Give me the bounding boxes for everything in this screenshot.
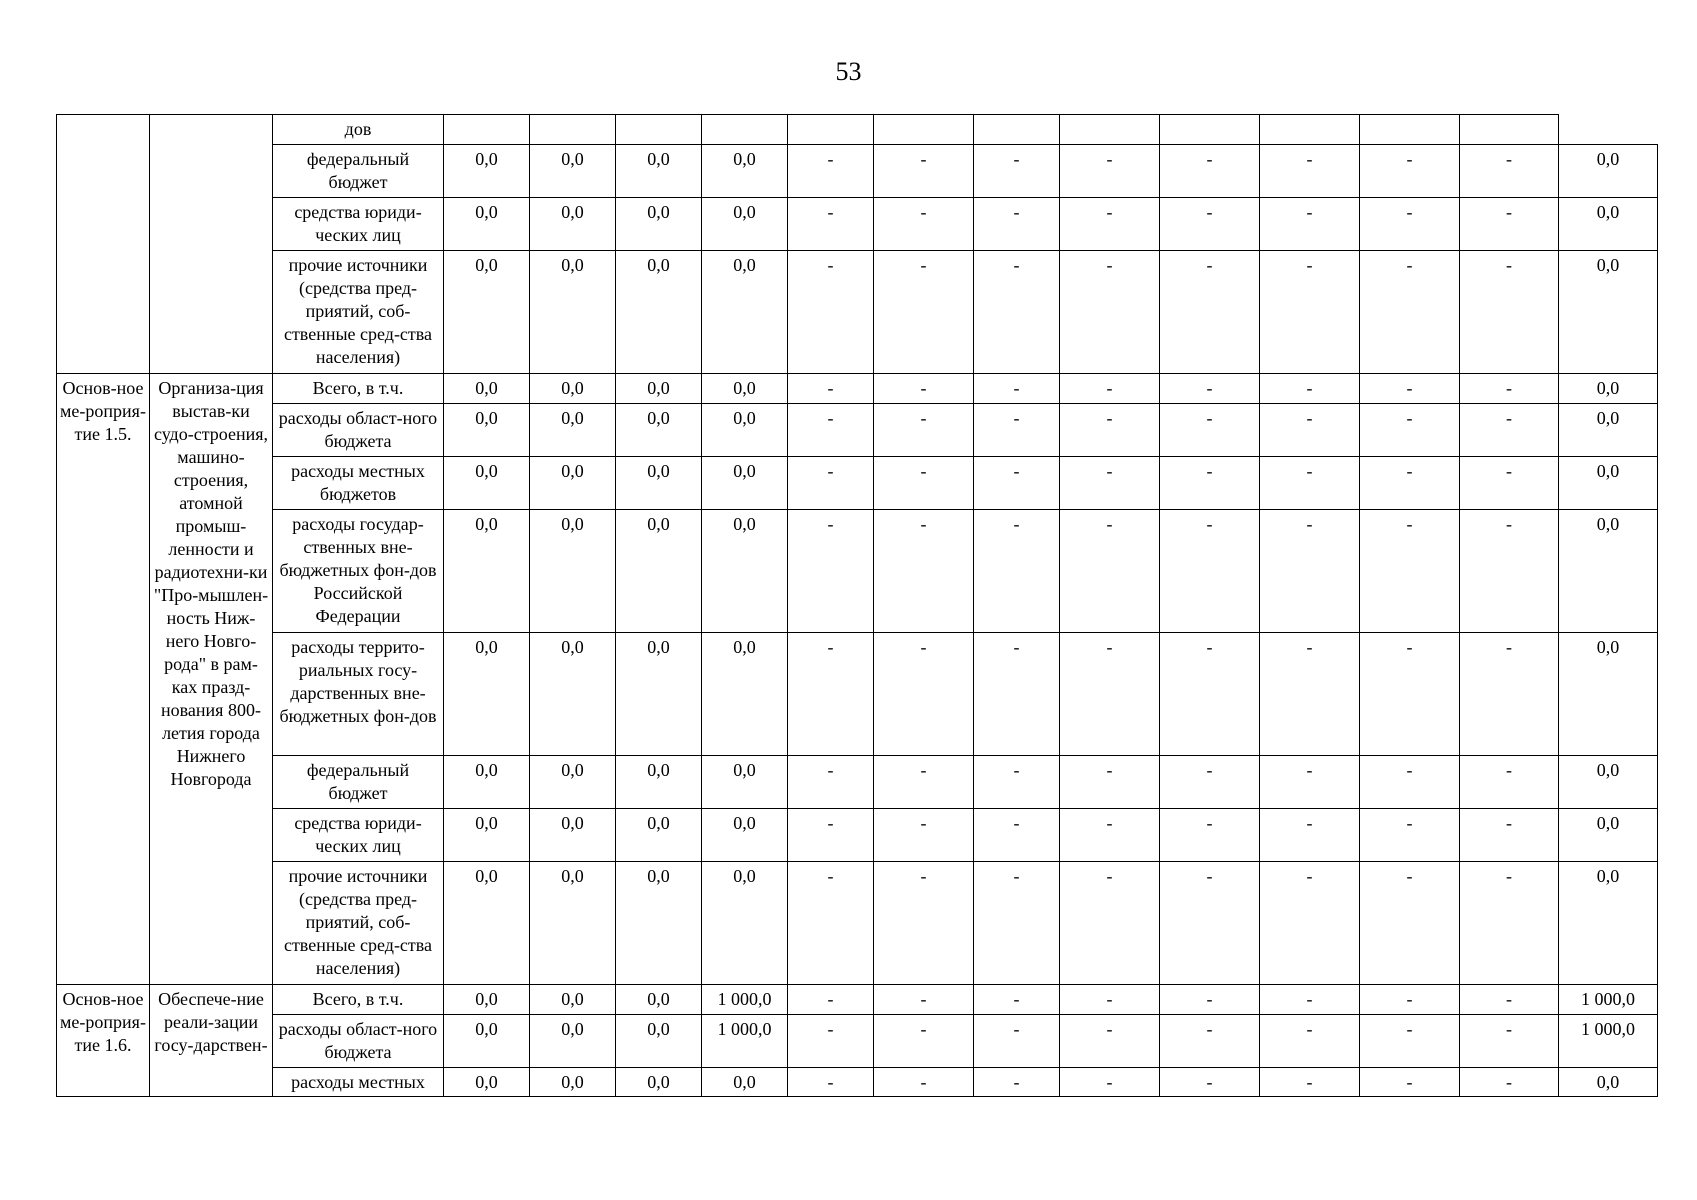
source-cell: федеральный бюджет bbox=[273, 756, 444, 809]
value-cell bbox=[444, 115, 530, 145]
name-cell: Обеспече-ние реали-зации госу-дарствен- bbox=[150, 985, 273, 1097]
table-row bbox=[57, 251, 1658, 374]
value-cell: 0,0 bbox=[1559, 198, 1658, 251]
value-cell: - bbox=[1360, 510, 1460, 633]
value-cell: - bbox=[1360, 404, 1460, 457]
value-cell: - bbox=[1360, 457, 1460, 510]
value-cell: - bbox=[1160, 1068, 1260, 1097]
value-cell: - bbox=[788, 756, 874, 809]
value-cell: 0,0 bbox=[444, 756, 530, 809]
value-cell: 0,0 bbox=[530, 756, 616, 809]
value-cell: - bbox=[974, 404, 1060, 457]
value-cell: - bbox=[1160, 510, 1260, 633]
value-cell: - bbox=[1060, 404, 1160, 457]
source-cell: Всего, в т.ч. bbox=[273, 374, 444, 404]
value-cell bbox=[1460, 115, 1559, 145]
value-cell: - bbox=[874, 862, 974, 985]
table-row bbox=[57, 145, 1658, 198]
value-cell: - bbox=[1460, 198, 1559, 251]
value-cell: - bbox=[1360, 198, 1460, 251]
value-cell: - bbox=[1260, 374, 1360, 404]
value-cell: - bbox=[1160, 404, 1260, 457]
value-cell: - bbox=[1460, 862, 1559, 985]
value-cell: - bbox=[1460, 145, 1559, 198]
value-cell: 0,0 bbox=[444, 1068, 530, 1097]
value-cell: 0,0 bbox=[616, 198, 702, 251]
value-cell: 0,0 bbox=[616, 756, 702, 809]
value-cell bbox=[1060, 115, 1160, 145]
value-cell: 0,0 bbox=[444, 374, 530, 404]
value-cell: 0,0 bbox=[702, 145, 788, 198]
value-cell bbox=[874, 115, 974, 145]
value-cell: 0,0 bbox=[530, 457, 616, 510]
value-cell: 0,0 bbox=[444, 1015, 530, 1068]
value-cell: - bbox=[1460, 510, 1559, 633]
value-cell: - bbox=[1260, 862, 1360, 985]
value-cell: 0,0 bbox=[530, 374, 616, 404]
value-cell: 0,0 bbox=[616, 510, 702, 633]
value-cell: - bbox=[1460, 1068, 1559, 1097]
value-cell: - bbox=[1160, 374, 1260, 404]
code-cell: Основ-ное ме-роприя-тие 1.5. bbox=[57, 374, 150, 985]
value-cell: 0,0 bbox=[530, 145, 616, 198]
value-cell: 0,0 bbox=[1559, 374, 1658, 404]
value-cell: 0,0 bbox=[444, 198, 530, 251]
table-row bbox=[57, 404, 1658, 457]
value-cell: 0,0 bbox=[444, 251, 530, 374]
value-cell: - bbox=[974, 1015, 1060, 1068]
value-cell: 0,0 bbox=[1559, 457, 1658, 510]
value-cell: - bbox=[788, 251, 874, 374]
value-cell: 0,0 bbox=[1559, 251, 1658, 374]
value-cell: 0,0 bbox=[1559, 145, 1658, 198]
value-cell: 0,0 bbox=[616, 1015, 702, 1068]
value-cell: 0,0 bbox=[1559, 510, 1658, 633]
value-cell: - bbox=[1260, 1015, 1360, 1068]
value-cell: - bbox=[874, 985, 974, 1015]
value-cell: - bbox=[788, 510, 874, 633]
value-cell: - bbox=[974, 457, 1060, 510]
value-cell: - bbox=[788, 198, 874, 251]
value-cell: 0,0 bbox=[702, 862, 788, 985]
budget-table bbox=[56, 114, 1658, 1097]
table-row bbox=[57, 756, 1658, 809]
table-row bbox=[57, 198, 1658, 251]
value-cell: 0,0 bbox=[616, 251, 702, 374]
value-cell: - bbox=[1160, 198, 1260, 251]
table-body bbox=[57, 115, 1658, 1097]
value-cell: - bbox=[1360, 862, 1460, 985]
value-cell: - bbox=[1460, 251, 1559, 374]
value-cell: 0,0 bbox=[616, 633, 702, 756]
value-cell: 0,0 bbox=[1559, 633, 1658, 756]
value-cell: - bbox=[874, 1068, 974, 1097]
value-cell: - bbox=[1060, 198, 1160, 251]
value-cell: 0,0 bbox=[616, 145, 702, 198]
value-cell bbox=[616, 115, 702, 145]
value-cell: 0,0 bbox=[530, 1068, 616, 1097]
value-cell: - bbox=[1260, 809, 1360, 862]
value-cell: - bbox=[1260, 198, 1360, 251]
value-cell: 0,0 bbox=[444, 404, 530, 457]
value-cell: 0,0 bbox=[444, 457, 530, 510]
value-cell: - bbox=[1360, 633, 1460, 756]
value-cell: - bbox=[974, 198, 1060, 251]
value-cell: 0,0 bbox=[702, 198, 788, 251]
value-cell: - bbox=[1260, 457, 1360, 510]
page-number: 53 bbox=[835, 57, 862, 86]
value-cell: - bbox=[1260, 145, 1360, 198]
value-cell: 0,0 bbox=[530, 1015, 616, 1068]
value-cell: - bbox=[1060, 809, 1160, 862]
value-cell: - bbox=[1060, 457, 1160, 510]
value-cell: 1 000,0 bbox=[1559, 1015, 1658, 1068]
value-cell: 0,0 bbox=[702, 510, 788, 633]
table-row-continuation bbox=[57, 115, 1658, 145]
value-cell: - bbox=[1360, 374, 1460, 404]
value-cell: - bbox=[1260, 985, 1360, 1015]
value-cell bbox=[530, 115, 616, 145]
value-cell: - bbox=[1160, 756, 1260, 809]
table-row bbox=[57, 633, 1658, 756]
value-cell: - bbox=[788, 457, 874, 510]
value-cell: - bbox=[1060, 862, 1160, 985]
value-cell bbox=[702, 115, 788, 145]
value-cell: 0,0 bbox=[444, 145, 530, 198]
table-row bbox=[57, 457, 1658, 510]
value-cell: 0,0 bbox=[1559, 404, 1658, 457]
value-cell: - bbox=[1360, 809, 1460, 862]
source-cell: федеральный бюджет bbox=[273, 145, 444, 198]
value-cell: - bbox=[1160, 809, 1260, 862]
value-cell: - bbox=[1360, 756, 1460, 809]
value-cell: - bbox=[1060, 251, 1160, 374]
value-cell: - bbox=[788, 145, 874, 198]
value-cell: - bbox=[974, 809, 1060, 862]
value-cell: - bbox=[1160, 251, 1260, 374]
source-cell: расходы террито-риальных госу-дарственных вне-бюджетных фон-дов bbox=[273, 633, 444, 756]
value-cell: 1 000,0 bbox=[702, 985, 788, 1015]
value-cell: 0,0 bbox=[530, 251, 616, 374]
source-cell: расходы местных бюджетов bbox=[273, 457, 444, 510]
value-cell: 0,0 bbox=[1559, 862, 1658, 985]
value-cell: 0,0 bbox=[1559, 809, 1658, 862]
table-row bbox=[57, 1068, 1658, 1097]
value-cell: 0,0 bbox=[616, 457, 702, 510]
code-cell: Основ-ное ме-роприя-тие 1.6. bbox=[57, 985, 150, 1097]
table-row bbox=[57, 862, 1658, 985]
value-cell: - bbox=[874, 809, 974, 862]
value-cell: - bbox=[788, 809, 874, 862]
value-cell: - bbox=[1060, 374, 1160, 404]
value-cell: - bbox=[874, 510, 974, 633]
value-cell: 0,0 bbox=[702, 457, 788, 510]
value-cell: 1 000,0 bbox=[1559, 985, 1658, 1015]
value-cell: 0,0 bbox=[1559, 756, 1658, 809]
value-cell: - bbox=[1060, 1015, 1160, 1068]
value-cell: 0,0 bbox=[530, 510, 616, 633]
value-cell: - bbox=[788, 862, 874, 985]
value-cell: - bbox=[1460, 756, 1559, 809]
value-cell: - bbox=[1160, 1015, 1260, 1068]
value-cell: - bbox=[874, 1015, 974, 1068]
value-cell: - bbox=[1260, 1068, 1360, 1097]
value-cell: - bbox=[1460, 374, 1559, 404]
value-cell: 0,0 bbox=[702, 404, 788, 457]
value-cell: 0,0 bbox=[444, 809, 530, 862]
value-cell: 0,0 bbox=[530, 985, 616, 1015]
value-cell: - bbox=[788, 633, 874, 756]
value-cell: - bbox=[974, 985, 1060, 1015]
source-cell: расходы област-ного бюджета bbox=[273, 404, 444, 457]
value-cell: - bbox=[974, 510, 1060, 633]
value-cell: 0,0 bbox=[702, 633, 788, 756]
value-cell bbox=[1260, 115, 1360, 145]
value-cell: - bbox=[1460, 809, 1559, 862]
value-cell: - bbox=[874, 374, 974, 404]
value-cell: 0,0 bbox=[530, 862, 616, 985]
value-cell: - bbox=[874, 404, 974, 457]
value-cell: - bbox=[974, 145, 1060, 198]
table-row bbox=[57, 374, 1658, 404]
value-cell: - bbox=[874, 633, 974, 756]
value-cell: - bbox=[1460, 404, 1559, 457]
value-cell bbox=[788, 115, 874, 145]
value-cell: 0,0 bbox=[1559, 1068, 1658, 1097]
table-row bbox=[57, 809, 1658, 862]
value-cell: - bbox=[1160, 633, 1260, 756]
table-row bbox=[57, 1015, 1658, 1068]
table-row bbox=[57, 985, 1658, 1015]
value-cell: - bbox=[1260, 633, 1360, 756]
value-cell: 0,0 bbox=[702, 756, 788, 809]
value-cell: - bbox=[974, 862, 1060, 985]
source-cell: расходы област-ного бюджета bbox=[273, 1015, 444, 1068]
value-cell: - bbox=[788, 374, 874, 404]
value-cell: - bbox=[1360, 1015, 1460, 1068]
value-cell bbox=[1360, 115, 1460, 145]
value-cell: - bbox=[788, 404, 874, 457]
value-cell: - bbox=[1460, 633, 1559, 756]
value-cell: - bbox=[1160, 985, 1260, 1015]
value-cell: - bbox=[1160, 457, 1260, 510]
value-cell: - bbox=[1060, 985, 1160, 1015]
value-cell: - bbox=[1060, 756, 1160, 809]
value-cell: 0,0 bbox=[702, 374, 788, 404]
value-cell: 0,0 bbox=[530, 198, 616, 251]
value-cell: - bbox=[788, 1068, 874, 1097]
source-cell: средства юриди-ческих лиц bbox=[273, 809, 444, 862]
value-cell: 0,0 bbox=[444, 862, 530, 985]
value-cell: - bbox=[1360, 1068, 1460, 1097]
code-cell bbox=[57, 115, 150, 374]
value-cell: - bbox=[1160, 862, 1260, 985]
value-cell: - bbox=[1460, 1015, 1559, 1068]
value-cell: - bbox=[874, 457, 974, 510]
value-cell: - bbox=[788, 985, 874, 1015]
value-cell: - bbox=[1260, 756, 1360, 809]
source-cell: расходы государ-ственных вне-бюджетных фон-дов Российской Федерации bbox=[273, 510, 444, 633]
source-cell: расходы местных bbox=[273, 1068, 444, 1097]
value-cell: - bbox=[1060, 510, 1160, 633]
value-cell: - bbox=[1060, 633, 1160, 756]
value-cell: - bbox=[874, 198, 974, 251]
value-cell: 0,0 bbox=[702, 251, 788, 374]
source-cell: дов bbox=[273, 115, 444, 145]
value-cell: 0,0 bbox=[616, 862, 702, 985]
value-cell: - bbox=[1060, 145, 1160, 198]
value-cell: 0,0 bbox=[444, 985, 530, 1015]
value-cell: 0,0 bbox=[444, 510, 530, 633]
value-cell: 0,0 bbox=[530, 809, 616, 862]
source-cell: прочие источники (средства пред-приятий, соб-ственные сред-ства населения) bbox=[273, 862, 444, 985]
value-cell: 0,0 bbox=[530, 633, 616, 756]
value-cell: 0,0 bbox=[616, 374, 702, 404]
name-cell bbox=[150, 115, 273, 374]
value-cell: 0,0 bbox=[702, 809, 788, 862]
value-cell: - bbox=[874, 251, 974, 374]
value-cell: - bbox=[874, 756, 974, 809]
value-cell: - bbox=[1260, 510, 1360, 633]
value-cell: 1 000,0 bbox=[702, 1015, 788, 1068]
table-row bbox=[57, 510, 1658, 633]
value-cell: - bbox=[1460, 985, 1559, 1015]
value-cell: - bbox=[874, 145, 974, 198]
value-cell: - bbox=[1160, 145, 1260, 198]
value-cell: 0,0 bbox=[616, 404, 702, 457]
value-cell: - bbox=[1360, 145, 1460, 198]
value-cell: - bbox=[1260, 404, 1360, 457]
value-cell: 0,0 bbox=[616, 809, 702, 862]
source-cell: прочие источники (средства пред-приятий, соб-ственные сред-ства населения) bbox=[273, 251, 444, 374]
name-cell: Организа-ция выстав-ки судо-строения, машино-строения, атомной промыш-ленности и радиотехни-ки "Про-мышлен-ность Ниж-него Новго-рода" в рам-ках празд-нования 800-летия города Нижнего Новгорода bbox=[150, 374, 273, 985]
value-cell: - bbox=[974, 251, 1060, 374]
value-cell: - bbox=[974, 633, 1060, 756]
value-cell: - bbox=[1060, 1068, 1160, 1097]
value-cell: - bbox=[1260, 251, 1360, 374]
value-cell bbox=[974, 115, 1060, 145]
value-cell: 0,0 bbox=[444, 633, 530, 756]
value-cell: - bbox=[974, 374, 1060, 404]
value-cell: - bbox=[788, 1015, 874, 1068]
source-cell: средства юриди-ческих лиц bbox=[273, 198, 444, 251]
value-cell bbox=[1160, 115, 1260, 145]
value-cell: - bbox=[1460, 457, 1559, 510]
value-cell: 0,0 bbox=[702, 1068, 788, 1097]
value-cell: - bbox=[974, 1068, 1060, 1097]
value-cell: 0,0 bbox=[616, 985, 702, 1015]
value-cell: - bbox=[1360, 985, 1460, 1015]
source-cell: Всего, в т.ч. bbox=[273, 985, 444, 1015]
value-cell: - bbox=[974, 756, 1060, 809]
value-cell: 0,0 bbox=[530, 404, 616, 457]
value-cell: - bbox=[1360, 251, 1460, 374]
value-cell: 0,0 bbox=[616, 1068, 702, 1097]
